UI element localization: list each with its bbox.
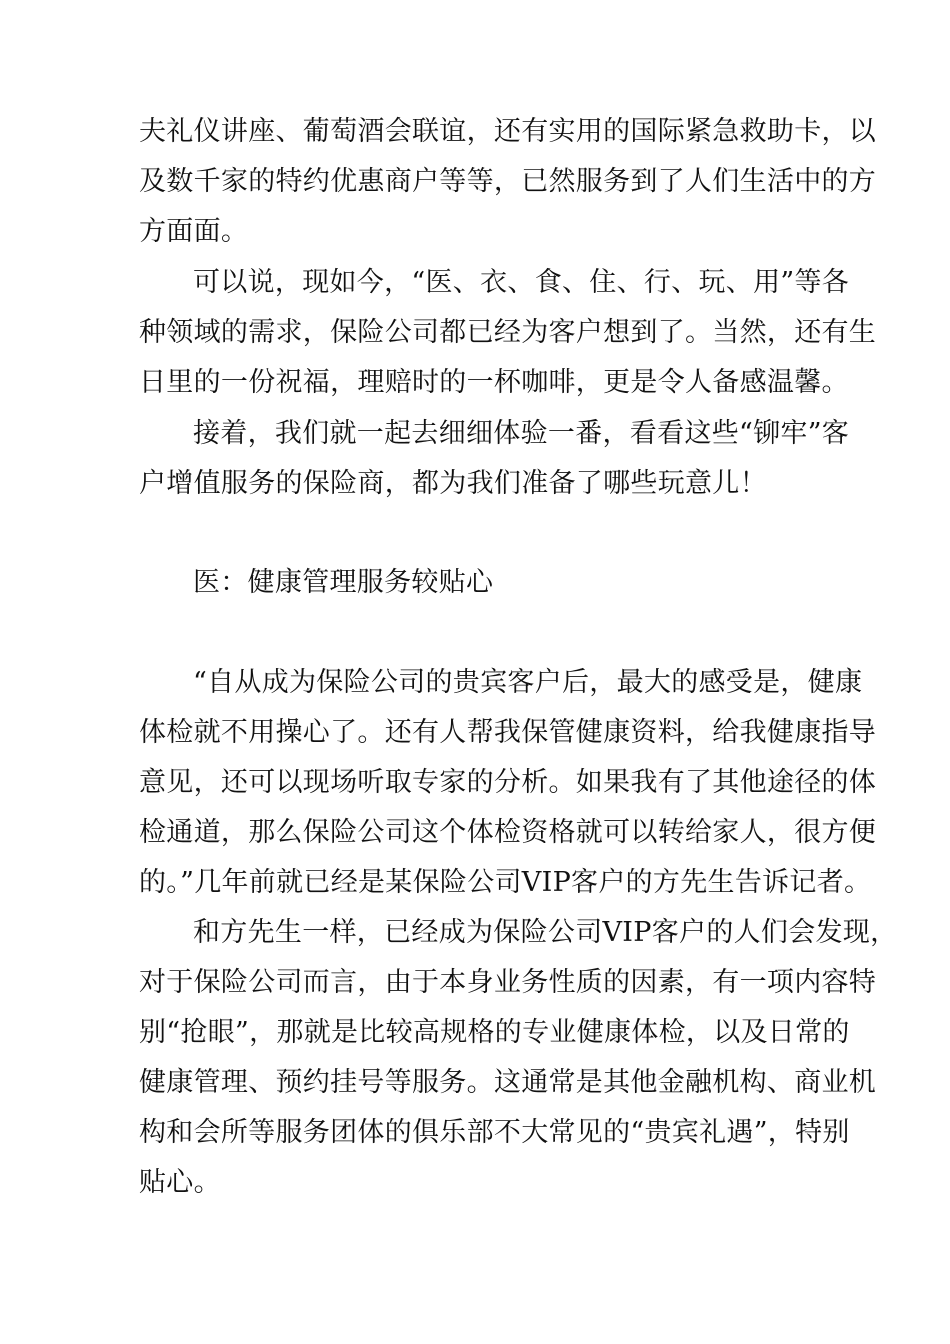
paragraph-5-line-5: 构和会所等服务团体的俱乐部不大常见的“贵宾礼遇”，特别 xyxy=(139,1117,850,1148)
section-heading: 医：健康管理服务较贴心 xyxy=(193,567,494,598)
paragraph-1-line-2: 及数千家的特约优惠商户等等，已然服务到了人们生活中的方 xyxy=(139,166,877,197)
paragraph-3-line-2: 户增值服务的保险商，都为我们准备了哪些玩意儿！ xyxy=(139,468,767,499)
paragraph-1-line-1: 夫礼仪讲座、葡萄酒会联谊，还有实用的国际紧急救助卡，以 xyxy=(139,116,877,147)
paragraph-5-line-1: 和方先生一样，已经成为保险公司VIP客户的人们会发现， xyxy=(193,917,898,948)
paragraph-5-line-2: 对于保险公司而言，由于本身业务性质的因素，有一项内容特 xyxy=(139,967,877,998)
paragraph-4-line-2: 体检就不用操心了。还有人帮我保管健康资料，给我健康指导 xyxy=(139,717,877,748)
paragraph-1-line-3: 方面面。 xyxy=(139,216,249,247)
paragraph-2-line-3: 日里的一份祝福，理赔时的一杯咖啡，更是令人备感温馨。 xyxy=(139,367,849,398)
paragraph-4-line-3: 意见，还可以现场听取专家的分析。如果我有了其他途径的体 xyxy=(139,767,877,798)
paragraph-4-line-4: 检通道，那么保险公司这个体检资格就可以转给家人，很方便 xyxy=(139,817,877,848)
paragraph-3-line-1: 接着，我们就一起去细细体验一番，看看这些“铆牢”客 xyxy=(193,418,850,449)
paragraph-5-line-3: 别“抢眼”，那就是比较高规格的专业健康体检，以及日常的 xyxy=(139,1017,850,1048)
paragraph-4-line-5: 的。”几年前就已经是某保险公司VIP客户的方先生告诉记者。 xyxy=(139,867,872,898)
paragraph-5-line-6: 贴心。 xyxy=(139,1167,221,1198)
paragraph-5-line-4: 健康管理、预约挂号等服务。这通常是其他金融机构、商业机 xyxy=(139,1067,877,1098)
paragraph-4-line-1: “自从成为保险公司的贵宾客户后，最大的感受是，健康 xyxy=(193,667,863,698)
paragraph-2-line-2: 种领域的需求，保险公司都已经为客户想到了。当然，还有生 xyxy=(139,317,877,348)
paragraph-2-line-1: 可以说，现如今，“医、衣、食、住、行、玩、用”等各 xyxy=(193,267,850,298)
